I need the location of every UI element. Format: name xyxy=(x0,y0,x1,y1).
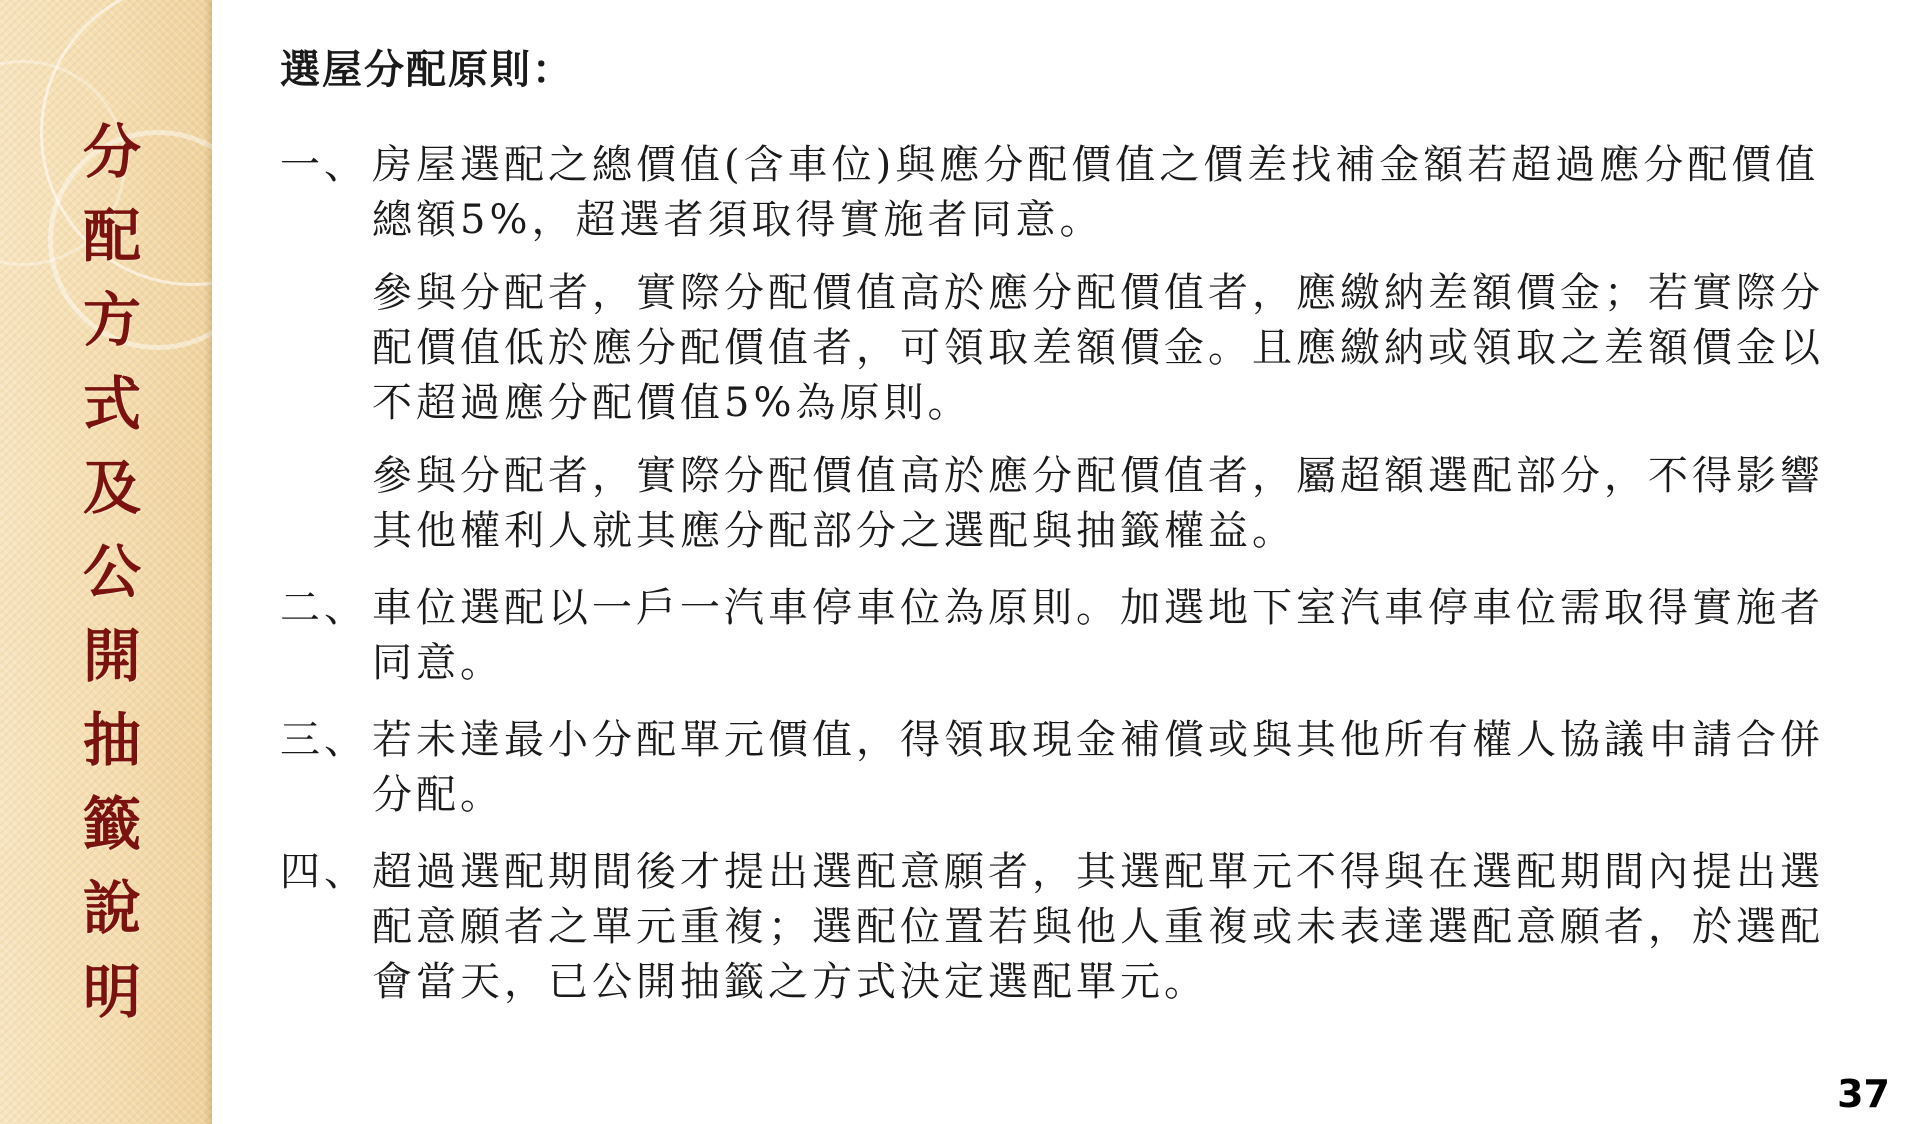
page-heading: 選屋分配原則： xyxy=(280,47,574,93)
item-marker: 四、 xyxy=(280,849,368,895)
item-paragraph: 參與分配者，實際分配價值高於應分配價值者，屬超額選配部分，不得影響其他權利人就其應分配部分之選配與抽籤權益。 xyxy=(372,453,1824,554)
page-number: 37 xyxy=(1837,1072,1890,1116)
item-marker: 二、 xyxy=(280,585,368,631)
sidebar xyxy=(0,0,212,1124)
item-paragraph: 若未達最小分配單元價值，得領取現金補償或與其他所有權人協議申請合併分配。 xyxy=(372,717,1824,818)
sidebar-title: 分配方式及公開抽籤說明 xyxy=(82,118,141,1026)
item-paragraph: 參與分配者，實際分配價值高於應分配價值者，應繳納差額價金；若實際分配價值低於應分配價值者，可領取差額價金。且應繳納或領取之差額價金以不超過應分配價值5%為原則。 xyxy=(372,270,1824,426)
main-content xyxy=(280,40,1840,1032)
item-marker: 一、 xyxy=(280,142,368,188)
item-paragraph: 超過選配期間後才提出選配意願者，其選配單元不得與在選配期間內提出選配意願者之單元重複；選配位置若與他人重複或未表達選配意願者，於選配會當天，已公開抽籤之方式決定選配單元。 xyxy=(372,849,1824,1005)
item-paragraph: 房屋選配之總價值(含車位)與應分配價值之價差找補金額若超過應分配價值總額5%，超選者須取得實施者同意。 xyxy=(372,142,1820,243)
item-marker: 三、 xyxy=(280,717,368,763)
list-item xyxy=(280,581,1840,691)
list-item xyxy=(280,713,1840,823)
list-item xyxy=(280,845,1840,1010)
list-item xyxy=(280,138,1840,559)
item-paragraph: 車位選配以一戶一汽車停車位為原則。加選地下室汽車停車位需取得實施者同意。 xyxy=(372,585,1824,686)
